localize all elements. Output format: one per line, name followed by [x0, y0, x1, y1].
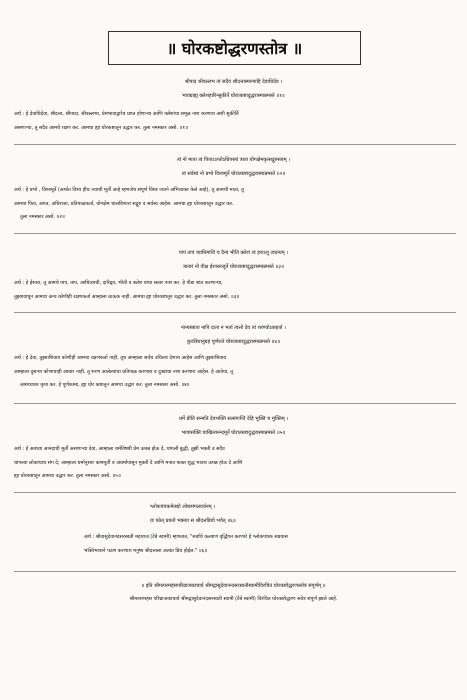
- meaning-line: अर्थ : हे देवाधिदेवा, श्रीदत्ता, श्रीपादा, श्रीवल्लभा, प्रेमभावाद्वारेच प्राप्त होणाऱ्या आणि क्लेशांचा समूळ नाश करणारा अशी सुकीर्ति: [14, 111, 239, 117]
- verse-4: [0, 322, 467, 349]
- colophon-line: ॥ इति श्रीमत्परमहंसपरिव्राजकाचार्य श्रीमद्वासुदेवानन्दसरस्वतीस्वामीविरचितं घोरकष्टोद्धरणस्तोत्रं संपूर्णम् ॥: [141, 583, 326, 589]
- divider: [14, 492, 456, 493]
- meaning-line: तुला नमस्कार असो. ॥२॥: [20, 214, 65, 220]
- verse-line: भावासक्तिं चाखिलानन्दमूर्ते घोरात्कष्टादुद्धरास्मान्नमस्ते ॥५॥: [181, 429, 286, 436]
- meaning-line: चांगल्या लोकांचाच संग दे; आम्हाला धर्मानुसार कामपूर्ती व अधर्मापासून मुक्ती दे आणि मनात फक्त शुद्ध भावच उत्पन्न होऊ दे आणि: [14, 459, 243, 466]
- meaning-6: [14, 531, 467, 558]
- meaning-4: [14, 352, 456, 393]
- meaning-line: अर्थ : हे ईश्वरा, तू आमचे पाप, ताप, आधिव्याधी, दारिद्र्य, भीती व क्लेश यांचा सत्वर नाश कर. हे पीडा शांत करणाऱ्या,: [14, 280, 223, 286]
- meaning-5: [14, 443, 456, 484]
- verse-line: पापं तापं व्याधिमाधिं च दैन्यं भीतिं क्लेशं त्वं हराऽशु त्वदन्यम् ।: [178, 250, 289, 256]
- verse-3: [0, 247, 467, 274]
- divider: [14, 144, 456, 145]
- colophon: [0, 580, 467, 606]
- verse-2: [0, 154, 467, 181]
- verse-line: भावग्राह्य क्लेशहारिन्सुकीर्ते घोरात्कष्टादुद्धरास्मान्नमस्ते ॥१॥: [182, 92, 285, 99]
- divider: [14, 571, 456, 572]
- meaning-3: [14, 277, 456, 304]
- meaning-1: [14, 108, 456, 135]
- meaning-line: आम्हाला दुसऱ्या कोणाचाही आधार नाही. तू शरण आलेल्यांचा प्रतिपाळ करणारा व दुःखांचा नाश करणारा आहेस. हे आत्रेया, तू: [14, 368, 233, 375]
- divider: [14, 312, 456, 313]
- verse-line: श्रीपाद श्रीवल्लभ त्वं सदैव श्रीदत्तास्मान्पाहि देवाधिदेव ।: [184, 79, 283, 85]
- meaning-line: तुझ्यावाचून आमचा अन्य कोणीही रक्षणकर्ता आम्हाला ठाऊक नाही. आमचा ह्या घोरकष्टातून उद्धार कर. तुला नमस्कार असो. ॥३॥: [14, 293, 240, 300]
- verse-1: [0, 76, 467, 103]
- verse-line: त्वं सर्वस्वं नो प्रभो विश्वमूर्ते घोरात्कष्टादुद्धरास्मान्नमस्ते ॥२॥: [181, 170, 286, 177]
- verse-line: धर्मे प्रीतिं सन्मतिं देवभक्तिं सत्संगाप्तिं देहि भुक्तिं च मुक्तिम् ।: [178, 416, 289, 422]
- meaning-line: ह्या घोरकष्टातून आमचा उद्धार कर. तुला नमस्कार असो. ॥५॥: [14, 473, 121, 479]
- meaning-line: अर्थ : हे प्रभो , विश्वमूर्ते (अर्थात विश्व हीच ज्याची मूर्ती आहे म्हणजेच संपूर्ण विश्व ज्याने अभिव्यक्त केले आहे), तू आमची माता, तू: [14, 187, 244, 193]
- meaning-line: अर्थ : श्रीवासुदेवानंदसरस्वती महाराज (टेंबे स्वामी) म्हणतात, "सर्वांचे कल्याण वृद्धिंगत करणारे हे श्लोकपंचक सप्रयास: [84, 534, 288, 540]
- meaning-line: अर्थ : हे अवध्या आनंदाची मूर्ती असणाऱ्या देवा, आम्हाला धर्मविषयी प्रेम उत्पन्न होऊ दे, चांगली बुद्धी, तुझी भक्ती व सदैव: [14, 446, 225, 452]
- divider: [14, 233, 456, 234]
- meaning-line: भक्तिभावाने पठण करणारा मनुष्य श्रीदत्ताला अत्यंत प्रिय होईल." ॥६॥: [84, 547, 208, 554]
- verse-line: कुर्वात्रेयानुग्रहं पूर्णराते घोरात्कष्टादुद्धरास्मान्नमस्ते ॥४॥: [187, 338, 280, 345]
- meaning-line: आमचा पिता, आप्त, अधिराजा, प्रतिपाळकर्ता, योगक्षेम चालविणारा सद्गुरु व सर्वस्व आहेस. आमचा ह्या घोरकष्टातून उद्धार कर.: [14, 200, 234, 207]
- verse-line: नान्यस्त्राता नापि दाता न भर्ता त्वत्तो देव त्वं शरण्योऽकहर्ता ।: [181, 325, 286, 331]
- divider: [14, 403, 456, 404]
- meaning-2: [14, 184, 456, 225]
- verse-5: [0, 413, 467, 440]
- verse-line: यः पठेत् प्रयतो भक्त्या स श्रीदत्तप्रियो भवेत् ॥६॥: [150, 517, 236, 524]
- meaning-line: आमच्यावर कृपा कर. हे पूर्णकामा, ह्या घोर कष्टातून आमचा उद्धार कर. तुला नमस्कार असो. ॥४॥: [20, 382, 190, 388]
- colophon-subline: श्रीमत्परमहंस परिव्राजकाचार्य श्रीमद्वासुदेवानंदसरस्वती स्वामी (टेंबे स्वामी) विरचित घोरकष्टोद्धरण स्तोत्र संपूर्ण झाले आहे.: [129, 596, 338, 602]
- meaning-line: असणाऱ्या, तू सदैव आमचे रक्षण कर. आमचा ह्या घोरकष्टातून उद्धार कर. तुला नमस्कार असो. ॥१॥: [14, 124, 188, 131]
- meaning-line: अर्थ : हे देवा, तुझ्याशिवाय कोणीही आमचा रक्षणकर्ता नाही, तूच आम्हाला सर्वच उचितच देणारा आहेस आणि तुझ्याशिवाय: [14, 355, 227, 361]
- verse-line: त्वं नो माता त्वं पिताऽऽप्तोऽधिपस्त्वं त्राता योगक्षेमकृत्सद्गुरुस्त्वम् ।: [176, 157, 291, 163]
- verse-line: श्लोकपंचकमेतद्यो लोकमंगलवर्धनम् ।: [150, 504, 216, 510]
- verse-6: [0, 501, 467, 528]
- page-title: ॥ घोरकष्टोद्धरणस्तोत्र ॥: [108, 31, 361, 65]
- verse-line: त्रातारं नो वीक्ष ईशास्तजूर्ते घोरात्कष्टादुद्धरास्मान्नमस्ते ॥३॥: [183, 263, 284, 270]
